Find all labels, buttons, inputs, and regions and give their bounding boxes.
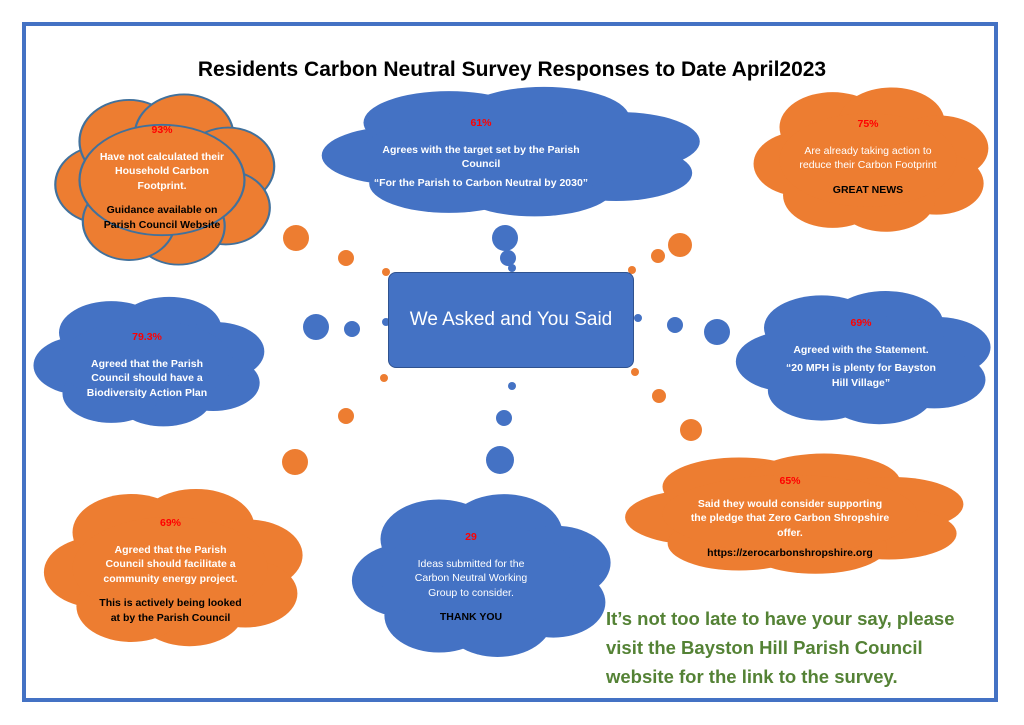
ideas-count: 29 bbox=[465, 531, 477, 543]
mph-note: “20 MPH is plenty for Bayston Hill Village” bbox=[786, 362, 936, 389]
pledge-link[interactable]: https://zerocarbonshropshire.org bbox=[707, 547, 873, 559]
cloud-ideas-text bbox=[406, 530, 536, 625]
household-note: Guidance available on Parish Council Website bbox=[103, 204, 221, 231]
target-note: “For the Parish to Carbon Neutral by 2030” bbox=[373, 176, 589, 189]
household-text: Have not calculated their Household Carbon Footprint. bbox=[99, 150, 225, 192]
energy-note: This is actively being looked at by the Parish Council bbox=[99, 597, 242, 624]
mph-percent: 69% bbox=[850, 317, 872, 329]
ideas-text: Ideas submitted for the Carbon Neutral Working Group to consider. bbox=[414, 557, 528, 599]
cloud-target-text bbox=[366, 116, 596, 190]
center-box: We Asked and You Said bbox=[388, 272, 634, 368]
cloud-mph-text bbox=[786, 316, 936, 390]
energy-text: Agreed that the Parish Council should facilitate a community energy project. bbox=[103, 543, 238, 585]
pledge-text: Said they would consider supporting the pledge that Zero Carbon Shropshire offer. bbox=[690, 497, 890, 539]
cloud-energy-text bbox=[98, 516, 243, 625]
biodiversity-text: Agreed that the Parish Council should have a Biodiversity Action Plan bbox=[86, 357, 208, 399]
cloud-household-text bbox=[92, 123, 232, 232]
ideas-note: THANK YOU bbox=[439, 611, 503, 623]
action-note: GREAT NEWS bbox=[832, 183, 904, 196]
mph-text: Agreed with the Statement. bbox=[793, 343, 929, 356]
pledge-percent: 65% bbox=[779, 475, 801, 487]
cloud-biodiversity-text bbox=[82, 330, 212, 400]
energy-percent: 69% bbox=[159, 517, 181, 529]
target-text: Agrees with the target set by the Parish Council bbox=[382, 143, 580, 170]
household-percent: 93% bbox=[151, 124, 173, 136]
action-percent: 75% bbox=[857, 118, 879, 130]
cloud-pledge-text bbox=[690, 474, 890, 561]
biodiversity-percent: 79.3% bbox=[132, 331, 162, 343]
cloud-action-text bbox=[795, 117, 941, 197]
action-text: Are already taking action to reduce their Carbon Footprint bbox=[799, 144, 937, 171]
page-title: Residents Carbon Neutral Survey Responses to Date April2023 bbox=[197, 58, 827, 81]
call-to-action: It’s not too late to have your say, please visit the Bayston Hill Parish Council website for the link to the survey. bbox=[606, 608, 955, 687]
target-percent: 61% bbox=[470, 117, 492, 129]
